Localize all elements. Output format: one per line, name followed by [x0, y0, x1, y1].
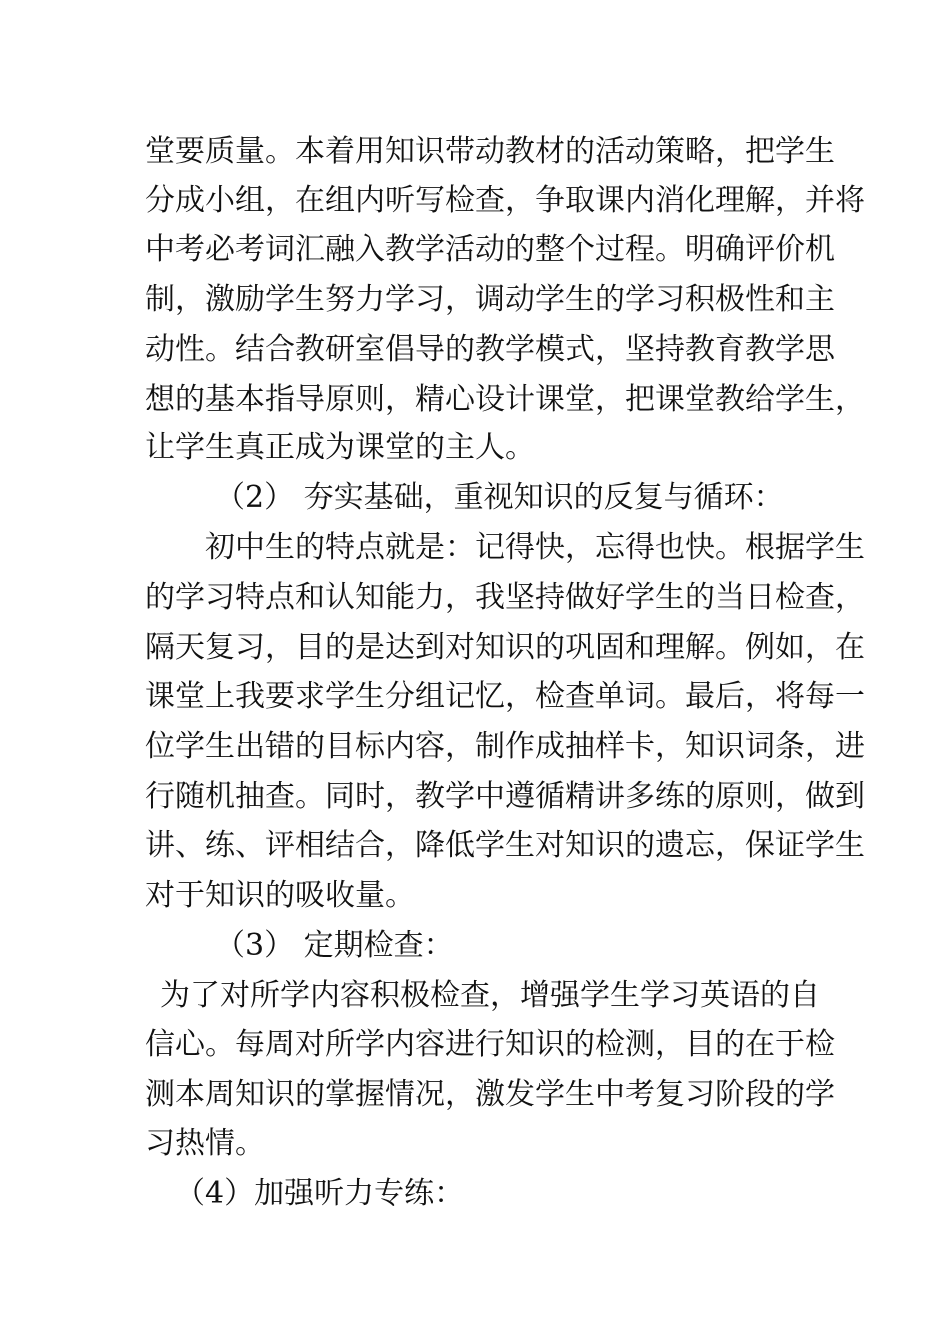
paragraph-2-line-3: 隔天复习，目的是达到对知识的巩固和理解。例如，在	[145, 630, 865, 665]
paragraph-1-line-2: 分成小组，在组内听写检查，争取课内消化理解，并将	[145, 183, 865, 218]
paragraph-2-line-4: 课堂上我要求学生分组记忆，检查单词。最后，将每一	[145, 679, 865, 714]
paragraph-2-line-2: 的学习特点和认知能力，我坚持做好学生的当日检查，	[145, 580, 865, 615]
section-heading-3: （3） 定期检查：	[215, 928, 454, 963]
paragraph-1-line-4: 制，激励学生努力学习，调动学生的学习积极性和主	[145, 282, 835, 317]
paragraph-1-line-1: 堂要质量。本着用知识带动教材的活动策略，把学生	[145, 134, 835, 169]
paragraph-3-line-4: 习热情。	[145, 1126, 265, 1161]
paragraph-2-line-6: 行随机抽查。同时，教学中遵循精讲多练的原则，做到	[145, 779, 865, 814]
paragraph-1-line-3: 中考必考词汇融入教学活动的整个过程。明确评价机	[145, 232, 835, 267]
paragraph-2-line-7: 讲、练、评相结合，降低学生对知识的遗忘，保证学生	[145, 828, 865, 863]
paragraph-1-line-7: 让学生真正成为课堂的主人。	[145, 430, 535, 465]
paragraph-1-line-5: 动性。结合教研室倡导的教学模式，坚持教育教学思	[145, 332, 835, 367]
paragraph-3-line-1: 为了对所学内容积极检查，增强学生学习英语的自	[160, 978, 820, 1013]
section-heading-4: （4）加强听力专练：	[175, 1176, 465, 1211]
section-heading-2: （2） 夯实基础，重视知识的反复与循环：	[215, 480, 784, 515]
paragraph-2-line-8: 对于知识的吸收量。	[145, 878, 415, 913]
paragraph-1-line-6: 想的基本指导原则，精心设计课堂，把课堂教给学生，	[145, 382, 865, 417]
paragraph-3-line-2: 信心。每周对所学内容进行知识的检测，目的在于检	[145, 1027, 835, 1062]
paragraph-3-line-3: 测本周知识的掌握情况，激发学生中考复习阶段的学	[145, 1077, 835, 1112]
paragraph-2-line-5: 位学生出错的目标内容，制作成抽样卡，知识词条，进	[145, 729, 865, 764]
paragraph-2-line-1: 初中生的特点就是：记得快，忘得也快。根据学生	[205, 530, 865, 565]
